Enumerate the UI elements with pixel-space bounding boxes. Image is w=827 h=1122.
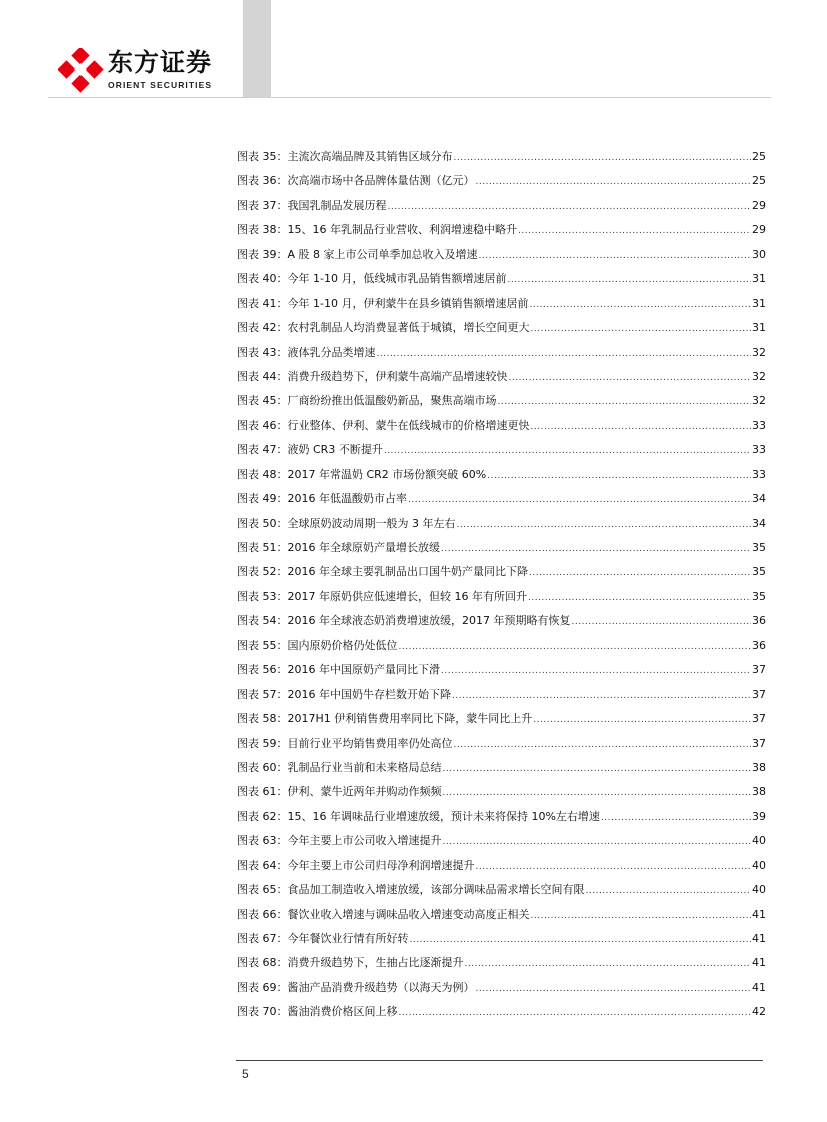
toc-entry[interactable] bbox=[237, 174, 766, 198]
figure-title: 主流次高端品牌及其销售区域分布 bbox=[287, 150, 453, 163]
figure-title: 食品加工制造收入增速放缓，该部分调味品需求增长空间有限 bbox=[287, 883, 585, 897]
figure-page-number: 29 bbox=[752, 223, 766, 237]
toc-entry[interactable] bbox=[237, 614, 766, 638]
figure-title: 今年 1-10 月，伊利蒙牛在县乡镇销售额增速居前 bbox=[287, 296, 529, 310]
figure-label: 图表 52： bbox=[237, 565, 288, 579]
dot-leader bbox=[531, 420, 752, 434]
figure-page-number: 29 bbox=[752, 198, 766, 212]
figure-label: 图表 65： bbox=[237, 883, 288, 897]
dot-leader bbox=[476, 860, 752, 874]
toc-entry[interactable] bbox=[237, 248, 766, 272]
figure-label: 图表 49： bbox=[237, 492, 288, 506]
figure-label: 图表 56： bbox=[237, 663, 288, 677]
figure-title: 消费升级趋势下，伊利蒙牛高端产品增速较快 bbox=[287, 369, 508, 383]
figure-title: 2017 年常温奶 CR2 市场份额突破 60% bbox=[287, 467, 487, 481]
figure-label: 图表 46： bbox=[237, 418, 288, 432]
dot-leader bbox=[571, 615, 751, 629]
figure-label: 图表 37： bbox=[237, 198, 288, 212]
dot-leader bbox=[518, 224, 751, 238]
toc-entry[interactable] bbox=[237, 565, 766, 589]
figure-page-number: 41 bbox=[752, 907, 766, 921]
dot-leader bbox=[476, 175, 752, 189]
figure-label: 图表 43： bbox=[237, 345, 288, 359]
figure-title: 2017 年原奶供应低速增长，但较 16 年有所回升 bbox=[287, 589, 527, 603]
figure-page-number: 41 bbox=[752, 980, 766, 994]
toc-entry[interactable] bbox=[237, 346, 766, 370]
toc-entry[interactable] bbox=[237, 810, 766, 834]
dot-leader bbox=[377, 347, 752, 361]
dot-leader bbox=[441, 542, 751, 556]
logo-english-name: ORIENT SECURITIES bbox=[108, 80, 213, 90]
figure-title: 消费升级趋势下，生抽占比逐渐提升 bbox=[287, 956, 464, 970]
figure-page-number: 40 bbox=[752, 858, 766, 872]
toc-entry[interactable] bbox=[237, 492, 766, 516]
figure-title: 全球原奶波动周期一般为 3 年左右 bbox=[287, 516, 456, 530]
figure-title: 餐饮业收入增速与调味品收入增速变动高度正相关 bbox=[287, 907, 530, 921]
figure-label: 图表 47： bbox=[237, 443, 288, 457]
toc-entry[interactable] bbox=[237, 639, 766, 663]
figure-page-number: 31 bbox=[752, 296, 766, 310]
toc-entry[interactable] bbox=[237, 883, 766, 907]
toc-entry[interactable] bbox=[237, 956, 766, 980]
figure-title: 液奶 CR3 不断提升 bbox=[287, 443, 383, 457]
dot-leader bbox=[410, 933, 752, 947]
figure-page-number: 35 bbox=[752, 541, 766, 554]
figure-page-number: 36 bbox=[752, 638, 766, 652]
dot-leader bbox=[487, 469, 751, 483]
figure-title: 2017H1 伊利销售费用率同比下降，蒙牛同比上升 bbox=[287, 712, 533, 726]
toc-entry[interactable] bbox=[237, 688, 766, 712]
figure-title: 今年主要上市公司归母净利润增速提升 bbox=[287, 858, 475, 872]
figure-title: 2016 年全球液态奶消费增速放缓，2017 年预期略有恢复 bbox=[287, 614, 571, 628]
figure-page-number: 33 bbox=[752, 467, 766, 481]
toc-entry[interactable] bbox=[237, 663, 766, 687]
figure-title: 液体乳分品类增速 bbox=[287, 345, 376, 359]
dot-leader bbox=[507, 273, 751, 287]
toc-entry[interactable] bbox=[237, 1005, 766, 1029]
figure-page-number: 34 bbox=[752, 516, 766, 530]
figure-title: 伊利、蒙牛近两年并购动作频频 bbox=[287, 785, 442, 799]
figure-label: 图表 41： bbox=[237, 296, 288, 310]
figure-title: 酱油消费价格区间上移 bbox=[287, 1005, 398, 1019]
figure-title: A 股 8 家上市公司单季加总收入及增速 bbox=[287, 247, 478, 261]
figure-title: 乳制品行业当前和未来格局总结 bbox=[287, 760, 442, 774]
dot-leader bbox=[454, 151, 752, 165]
figure-page-number: 36 bbox=[752, 614, 766, 628]
figure-title: 国内原奶价格仍处低位 bbox=[287, 638, 398, 652]
figure-title: 2016 年中国奶牛存栏数开始下降 bbox=[287, 687, 451, 701]
dot-leader bbox=[399, 640, 752, 654]
figure-label: 图表 64： bbox=[237, 858, 288, 872]
figure-label: 图表 48： bbox=[237, 467, 288, 481]
figure-label: 图表 36： bbox=[237, 174, 288, 188]
dot-leader bbox=[479, 249, 751, 263]
figure-label: 图表 67： bbox=[237, 932, 288, 945]
figure-label: 图表 66： bbox=[237, 907, 288, 921]
dot-leader bbox=[443, 762, 752, 776]
toc-entry[interactable] bbox=[237, 590, 766, 614]
toc-entry[interactable] bbox=[237, 297, 766, 321]
figure-title: 今年 1-10 月，低线城市乳品销售额增速居前 bbox=[287, 272, 507, 286]
dot-leader bbox=[476, 982, 752, 996]
figure-label: 图表 39： bbox=[237, 247, 288, 261]
figure-page-number: 25 bbox=[752, 150, 766, 163]
figure-label: 图表 57： bbox=[237, 687, 288, 701]
toc-entry[interactable] bbox=[237, 394, 766, 418]
figure-title: 次高端市场中各品牌体量估测（亿元） bbox=[287, 174, 475, 188]
figure-page-number: 31 bbox=[752, 272, 766, 286]
dot-leader bbox=[498, 395, 752, 409]
figure-page-number: 37 bbox=[752, 663, 766, 677]
figure-title: 行业整体、伊利、蒙牛在低线城市的价格增速更快 bbox=[287, 418, 530, 432]
toc-entry[interactable] bbox=[237, 981, 766, 1005]
toc-entry[interactable] bbox=[237, 761, 766, 785]
dot-leader bbox=[509, 371, 752, 385]
figure-label: 图表 44： bbox=[237, 369, 288, 383]
toc-entry[interactable] bbox=[237, 517, 766, 541]
figure-label: 图表 58： bbox=[237, 712, 288, 726]
figure-page-number: 37 bbox=[752, 687, 766, 701]
dot-leader bbox=[408, 493, 751, 507]
figure-label: 图表 55： bbox=[237, 638, 288, 652]
figure-page-number: 33 bbox=[752, 443, 766, 457]
figure-page-number: 38 bbox=[752, 785, 766, 799]
figure-label: 图表 53： bbox=[237, 589, 288, 603]
figure-page-number: 40 bbox=[752, 834, 766, 848]
figure-page-number: 41 bbox=[752, 956, 766, 970]
dot-leader bbox=[533, 713, 751, 727]
figure-page-number: 25 bbox=[752, 174, 766, 188]
figure-page-number: 38 bbox=[752, 760, 766, 774]
toc-entry[interactable] bbox=[237, 468, 766, 492]
toc-entry[interactable] bbox=[237, 541, 766, 565]
toc-entry[interactable] bbox=[237, 712, 766, 736]
figure-page-number: 32 bbox=[752, 369, 766, 383]
dot-leader bbox=[388, 200, 752, 214]
dot-leader bbox=[601, 811, 751, 825]
toc-entry[interactable] bbox=[237, 419, 766, 443]
figure-title: 今年餐饮业行情有所好转 bbox=[287, 932, 409, 945]
figure-page-number: 33 bbox=[752, 418, 766, 432]
figure-page-number: 30 bbox=[752, 247, 766, 261]
figure-title: 2016 年全球主要乳制品出口国牛奶产量同比下降 bbox=[287, 565, 528, 579]
figure-title: 15、16 年乳制品行业营收、利润增速稳中略升 bbox=[287, 223, 517, 237]
dot-leader bbox=[443, 786, 752, 800]
dot-leader bbox=[454, 738, 752, 752]
dot-leader bbox=[586, 884, 752, 898]
figure-label: 图表 42： bbox=[237, 321, 288, 335]
figure-page-number: 31 bbox=[752, 321, 766, 335]
dot-leader bbox=[384, 444, 751, 458]
dot-leader bbox=[531, 322, 752, 336]
figure-title: 今年主要上市公司收入增速提升 bbox=[287, 834, 442, 848]
figure-page-number: 41 bbox=[752, 932, 766, 945]
toc-entry[interactable] bbox=[237, 785, 766, 809]
dot-leader bbox=[457, 518, 752, 532]
dot-leader bbox=[529, 566, 751, 580]
figure-label: 图表 45： bbox=[237, 394, 288, 408]
figure-title: 2016 年全球原奶产量增长放缓 bbox=[287, 541, 440, 554]
figure-page-number: 39 bbox=[752, 809, 766, 823]
toc-entry[interactable] bbox=[237, 150, 766, 174]
dot-leader bbox=[531, 909, 752, 923]
dot-leader bbox=[528, 591, 751, 605]
toc-entry[interactable] bbox=[237, 834, 766, 858]
figure-label: 图表 60： bbox=[237, 760, 288, 774]
figure-title: 15、16 年调味品行业增速放缓，预计未来将保持 10%左右增速 bbox=[287, 809, 600, 823]
figure-label: 图表 68： bbox=[237, 956, 288, 970]
header-accent-bar bbox=[243, 0, 271, 98]
figure-page-number: 40 bbox=[752, 883, 766, 897]
figure-label: 图表 59： bbox=[237, 736, 288, 750]
figure-label: 图表 35： bbox=[237, 150, 288, 163]
toc-entry[interactable] bbox=[237, 272, 766, 296]
figure-page-number: 32 bbox=[752, 345, 766, 359]
dot-leader bbox=[399, 1006, 752, 1020]
figure-label: 图表 63： bbox=[237, 834, 288, 848]
figure-page-number: 35 bbox=[752, 589, 766, 603]
figure-title: 我国乳制品发展历程 bbox=[287, 198, 387, 212]
orient-logo-icon bbox=[58, 48, 104, 94]
toc-entry[interactable] bbox=[237, 737, 766, 761]
toc-entry[interactable] bbox=[237, 908, 766, 932]
logo-chinese-name: 东方证券 bbox=[108, 48, 213, 77]
toc-entry[interactable] bbox=[237, 370, 766, 394]
figure-title: 酱油产品消费升级趋势（以海天为例） bbox=[287, 980, 475, 994]
company-logo bbox=[58, 48, 223, 98]
figure-page-number: 35 bbox=[752, 565, 766, 579]
toc-entry[interactable] bbox=[237, 932, 766, 956]
figure-page-number: 32 bbox=[752, 394, 766, 408]
figure-page-number: 37 bbox=[752, 712, 766, 726]
figure-list bbox=[237, 150, 766, 1030]
figure-title: 2016 年中国原奶产量同比下滑 bbox=[287, 663, 440, 677]
figure-label: 图表 51： bbox=[237, 541, 288, 554]
dot-leader bbox=[529, 298, 751, 312]
figure-label: 图表 70： bbox=[237, 1005, 288, 1019]
figure-label: 图表 38： bbox=[237, 223, 288, 237]
dot-leader bbox=[443, 835, 752, 849]
figure-page-number: 42 bbox=[752, 1005, 766, 1019]
figure-title: 目前行业平均销售费用率仍处高位 bbox=[287, 736, 453, 750]
figure-label: 图表 62： bbox=[237, 809, 288, 823]
figure-title: 2016 年低温酸奶市占率 bbox=[287, 492, 407, 506]
toc-entry[interactable] bbox=[237, 199, 766, 223]
toc-entry[interactable] bbox=[237, 223, 766, 247]
figure-page-number: 34 bbox=[752, 492, 766, 506]
figure-page-number: 37 bbox=[752, 736, 766, 750]
figure-title: 厂商纷纷推出低温酸奶新品，聚焦高端市场 bbox=[287, 394, 497, 408]
footer-divider bbox=[236, 1060, 763, 1061]
figure-label: 图表 61： bbox=[237, 785, 288, 799]
dot-leader bbox=[465, 957, 752, 971]
dot-leader bbox=[441, 664, 751, 678]
figure-label: 图表 54： bbox=[237, 614, 288, 628]
toc-entry[interactable] bbox=[237, 859, 766, 883]
figure-label: 图表 69： bbox=[237, 980, 288, 994]
page-number: 5 bbox=[242, 1067, 249, 1081]
dot-leader bbox=[452, 689, 751, 703]
figure-label: 图表 50： bbox=[237, 516, 288, 530]
toc-entry[interactable] bbox=[237, 443, 766, 467]
toc-entry[interactable] bbox=[237, 321, 766, 345]
figure-label: 图表 40： bbox=[237, 272, 288, 286]
figure-title: 农村乳制品人均消费显著低于城镇，增长空间更大 bbox=[287, 321, 530, 335]
